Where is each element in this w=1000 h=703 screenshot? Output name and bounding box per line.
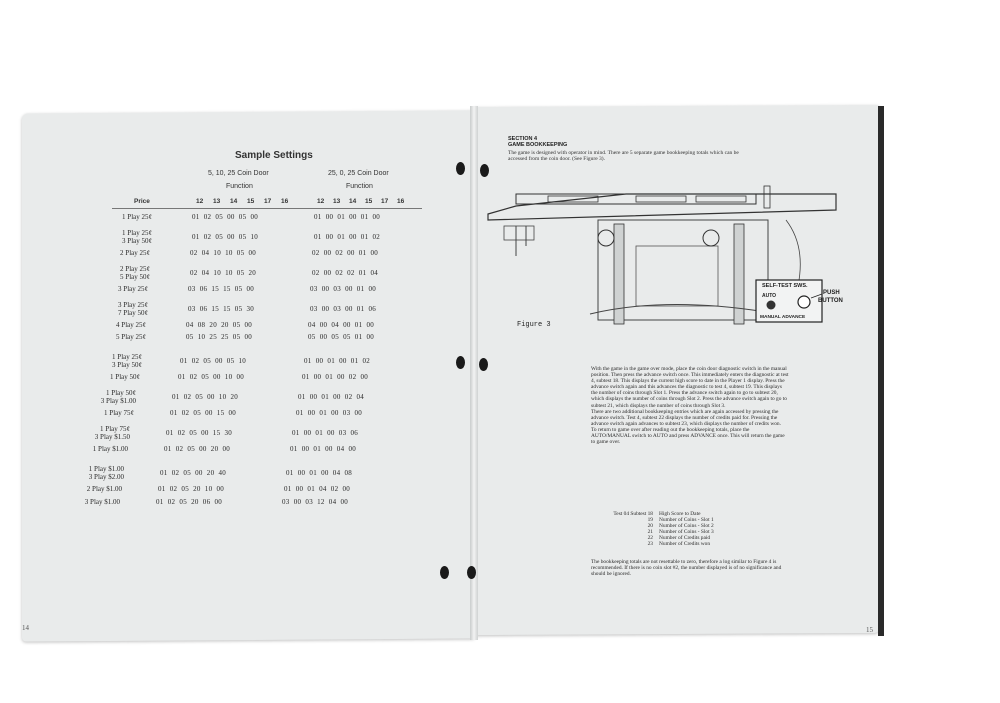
- page-edge: [878, 106, 884, 636]
- price-cell: 3 Play 25¢: [118, 285, 148, 293]
- column-header: 14: [349, 198, 357, 205]
- binder-hole: [456, 356, 465, 369]
- binder-hole: [440, 566, 449, 579]
- body-paragraph: To return to game over after reading out the bookkeeping totals, place the AUTO/MANUAL switch to AUTO and press ADVANCE once. This will return the game to game over.: [591, 426, 785, 446]
- price-cell: 1 Play 50¢ 3 Play $1.00: [100, 389, 136, 405]
- table-row-values: 01 02 05 00 10 00: [178, 373, 245, 381]
- table-row-values: 01 02 05 20 06 00: [156, 498, 223, 506]
- table-row-values: 01 02 05 00 05 00: [192, 213, 259, 221]
- table-row-values: 03 06 15 15 05 00: [188, 285, 255, 293]
- intro-text: The game is designed with operator in mind. There are 5 separate game bookkeeping totals which can be accessed from the coin door. (See Figure 3).: [508, 150, 739, 162]
- table-row-values: 04 08 20 20 05 00: [186, 321, 253, 329]
- price-cell: 1 Play 25¢ 3 Play 50¢: [112, 353, 142, 369]
- price-cell: 1 Play 25¢: [122, 213, 152, 221]
- price-cell: 1 Play 25¢ 3 Play 50¢: [122, 229, 152, 245]
- table-row-values: 01 00 01 00 03 06: [292, 429, 359, 437]
- table-row-values: 01 00 01 00 02 00: [302, 373, 369, 381]
- table-row-values: 01 02 05 00 15 00: [170, 409, 237, 417]
- panel-auto-label: AUTO: [762, 293, 777, 299]
- section-title: GAME BOOKKEEPING: [508, 142, 568, 148]
- table-row-values: 02 00 02 02 01 04: [312, 269, 379, 277]
- auto-manual-switch-icon: [767, 301, 776, 310]
- table-row-values: 01 00 01 00 04 00: [290, 445, 357, 453]
- panel-manual-label: MANUAL ADVANCE: [760, 315, 806, 320]
- table-row-values: 01 02 05 20 10 00: [158, 485, 225, 493]
- section-label: SECTION 4: [508, 136, 538, 142]
- push-button-icon: [798, 296, 810, 308]
- column-header: 12: [196, 198, 204, 205]
- table-row-values: 05 10 25 25 05 00: [186, 333, 253, 341]
- button-label: BUTTON: [818, 298, 843, 304]
- column-header: 17: [381, 198, 389, 205]
- table-row-values: 05 00 05 05 01 00: [308, 333, 375, 341]
- column-header: 15: [247, 198, 255, 205]
- price-header: Price: [134, 198, 150, 205]
- column-header: 17: [264, 198, 272, 205]
- list-item: 23 Number of Credits won: [647, 541, 711, 548]
- column-header: 16: [281, 198, 289, 205]
- page-number-left: 14: [22, 624, 29, 632]
- table-title: Sample Settings: [235, 150, 313, 161]
- table-row-values: 03 00 03 00 01 00: [310, 285, 377, 293]
- table-row-values: 01 00 01 00 01 02: [304, 357, 371, 365]
- price-cell: 1 Play $1.00 3 Play $2.00: [88, 465, 124, 481]
- column-header: 12: [317, 198, 325, 205]
- footer-text: The bookkeeping totals are not resettable to zero, therefore a log similar to Figure 4 is recommended. If there is no coin slot #2, the number displayed is of no significance and should be ignored.: [591, 559, 782, 578]
- price-cell: 2 Play 25¢: [120, 249, 150, 257]
- group2-function-label: Function: [346, 183, 373, 190]
- price-cell: 1 Play $1.00: [92, 445, 128, 453]
- table-row-values: 01 02 05 00 15 30: [166, 429, 233, 437]
- group1-label: 5, 10, 25 Coin Door: [208, 170, 269, 177]
- price-cell: 1 Play 50¢: [110, 373, 140, 381]
- group2-label: 25, 0, 25 Coin Door: [328, 170, 389, 177]
- table-row-values: 01 00 01 00 01 02: [314, 233, 381, 241]
- column-header: 15: [365, 198, 373, 205]
- figure-3-diagram: [486, 186, 843, 338]
- table-row-values: 01 00 01 00 01 00: [314, 213, 381, 221]
- binder-hole: [467, 566, 476, 579]
- header-rule: [112, 208, 422, 209]
- price-cell: 4 Play 25¢: [116, 321, 146, 329]
- list-item: 19 Number of Coins - Slot 1: [647, 517, 714, 524]
- table-row-values: 01 00 01 00 04 08: [286, 469, 353, 477]
- table-row-values: 01 02 05 00 05 10: [180, 357, 247, 365]
- section-heading: [508, 136, 567, 148]
- body-paragraph: With the game in the game over mode, place the coin door diagnostic switch in the manual position. Then press the advance switch once. This immediately enters the diagnostic at test 4, subtest 18. This displays the current high score to date in the Player 1 display. Press the advance switch again and this advances the diagnostic to test 4, subtest 19. This displays the number of coins through Slot 1. Press the advance switch again to go to subtest 20, which displays the number of coins through Slot 2. Press the advance switch again to go to subtest 21, which displays the number of coins through Slot 3.: [591, 366, 789, 409]
- column-header: 16: [397, 198, 405, 205]
- binder-hole: [480, 164, 489, 177]
- price-cell: 1 Play 75¢: [104, 409, 134, 417]
- table-row-values: 02 04 10 10 05 20: [190, 269, 257, 277]
- push-label: PUSH: [823, 290, 840, 296]
- list-item: Test 04 Subtest 18 High Score to Date: [613, 511, 701, 517]
- column-header: 13: [213, 198, 221, 205]
- price-cell: 3 Play $1.00: [84, 498, 120, 506]
- price-cell: 1 Play 75¢ 3 Play $1.50: [94, 425, 130, 441]
- list-item: 22 Number of Credits paid: [647, 535, 711, 542]
- price-cell: 5 Play 25¢: [116, 333, 146, 341]
- list-item: 20 Number of Coins - Slot 2: [647, 523, 714, 530]
- column-header: 13: [333, 198, 341, 205]
- group1-function-label: Function: [226, 183, 253, 190]
- table-row-values: 02 04 10 10 05 00: [190, 249, 257, 257]
- table-row-values: 01 02 05 00 20 40: [160, 469, 227, 477]
- binder-hole: [456, 162, 465, 175]
- list-item: 21 Number of Coins - Slot 3: [647, 529, 714, 536]
- table-row-values: 01 00 01 04 02 00: [284, 485, 351, 493]
- table-row-values: 01 00 01 00 02 04: [298, 393, 365, 401]
- table-row-values: 01 02 05 00 10 20: [172, 393, 239, 401]
- column-header: 14: [230, 198, 238, 205]
- price-cell: 2 Play 25¢ 5 Play 50¢: [120, 265, 150, 281]
- table-row-values: 02 00 02 00 01 00: [312, 249, 379, 257]
- body-paragraph: There are two additional bookkeeping entries which are again accessed by pressing the advance switch. Test 4, subtest 22 displays the number of credits paid for. Pressing the advance switch again advances to subtest 23, which displays the number of credits won.: [591, 408, 781, 427]
- table-row-values: 03 06 15 15 05 30: [188, 305, 255, 313]
- subtest-list: [591, 511, 714, 548]
- table-row-values: 01 02 05 00 20 00: [164, 445, 231, 453]
- panel-title: SELF-TEST SWS.: [762, 283, 808, 289]
- table-row-values: 03 00 03 00 01 06: [310, 305, 377, 313]
- table-row-values: 03 00 03 12 04 00: [282, 498, 349, 506]
- price-cell: 3 Play 25¢ 7 Play 50¢: [118, 301, 148, 317]
- table-row-values: 01 02 05 00 05 10: [192, 233, 259, 241]
- binder-hole: [479, 358, 488, 371]
- price-cell: 2 Play $1.00: [86, 485, 122, 493]
- figure-caption: Figure 3: [517, 321, 551, 329]
- body-text: [591, 366, 789, 445]
- table-row-values: 01 00 01 00 03 00: [296, 409, 363, 417]
- page-number-right: 15: [866, 626, 873, 634]
- book-spine: [470, 106, 478, 640]
- table-row-values: 04 00 04 00 01 00: [308, 321, 375, 329]
